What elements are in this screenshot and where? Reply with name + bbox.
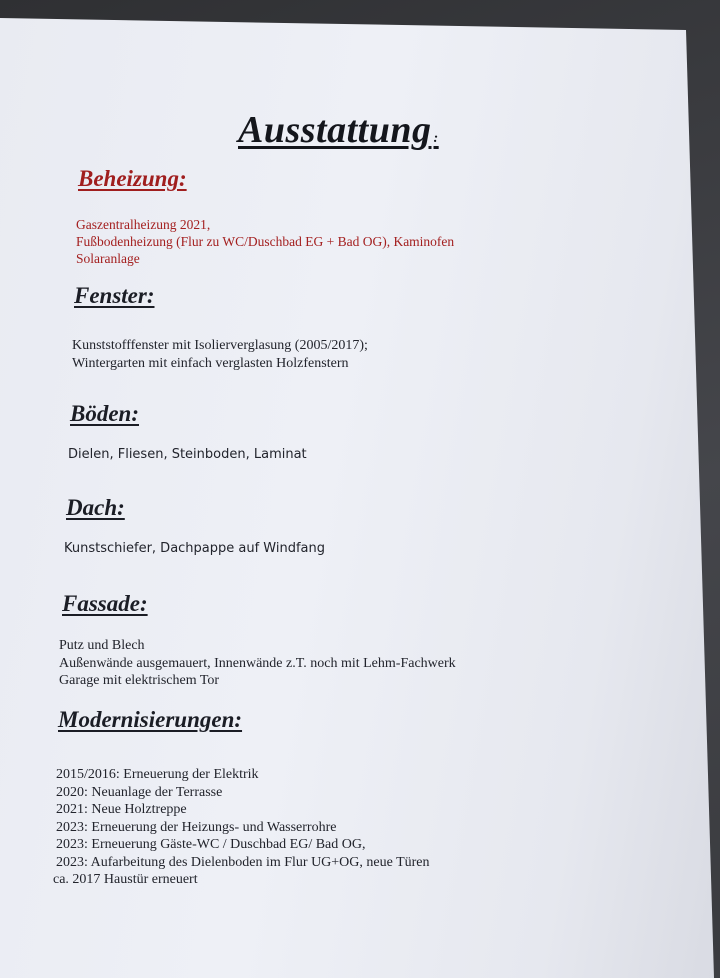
title-colon: : [433,131,439,146]
text-line: 2023: Aufarbeitung des Dielenboden im Flur UG+OG, neue Türen [56,854,430,870]
heading-modernisierungen: Modernisierungen: [58,707,243,732]
heading-fenster: Fenster: [74,283,155,308]
text-line: Garage mit elektrischem Tor [59,673,220,688]
text-line: 2023: Erneuerung Gäste-WC / Duschbad EG/ Bad OG, [56,837,366,852]
section-boeden-text [68,446,307,464]
text-line: Kunstschiefer, Dachpappe auf Windfang [64,541,326,556]
text-line: 2020: Neuanlage der Terrasse [56,784,223,800]
text-line: Außenwände ausgemauert, Innenwände z.T. noch mit Lehm-Fachwerk [59,655,456,671]
text-line: Fußbodenheizung (Flur zu WC/Duschbad EG + Bad OG), Kaminofen [76,234,455,249]
page-title: Ausstattung : [238,109,439,151]
text-line: Putz und Blech [59,638,145,653]
section-dach-text [64,540,325,558]
text-line: 2015/2016: Erneuerung der Elektrik [56,767,259,782]
text-line: 2023: Erneuerung der Heizungs- und Wasserrohre [56,819,337,835]
text-line: Solaranlage [76,251,140,266]
heading-beheizung: Beheizung: [78,166,187,191]
text-line: 2021: Neue Holztreppe [56,802,187,817]
text-line: ca. 2017 Haustür erneuert [53,872,198,887]
heading-dach: Dach: [66,495,125,520]
text-line: Kunststofffenster mit Isolierverglasung (2005/2017); [72,338,368,353]
heading-fassade: Fassade: [62,591,148,616]
text-line: Dielen, Fliesen, Steinboden, Laminat [68,447,307,462]
text-line: Wintergarten mit einfach verglasten Holzfenstern [72,355,349,371]
section-fenster-text [72,337,368,372]
section-fassade-text [59,637,456,690]
heading-boeden: Böden: [70,401,139,426]
text-line: Gaszentralheizung 2021, [76,217,211,232]
section-beheizung-text [76,216,454,267]
section-modernisierungen-text [53,766,430,889]
